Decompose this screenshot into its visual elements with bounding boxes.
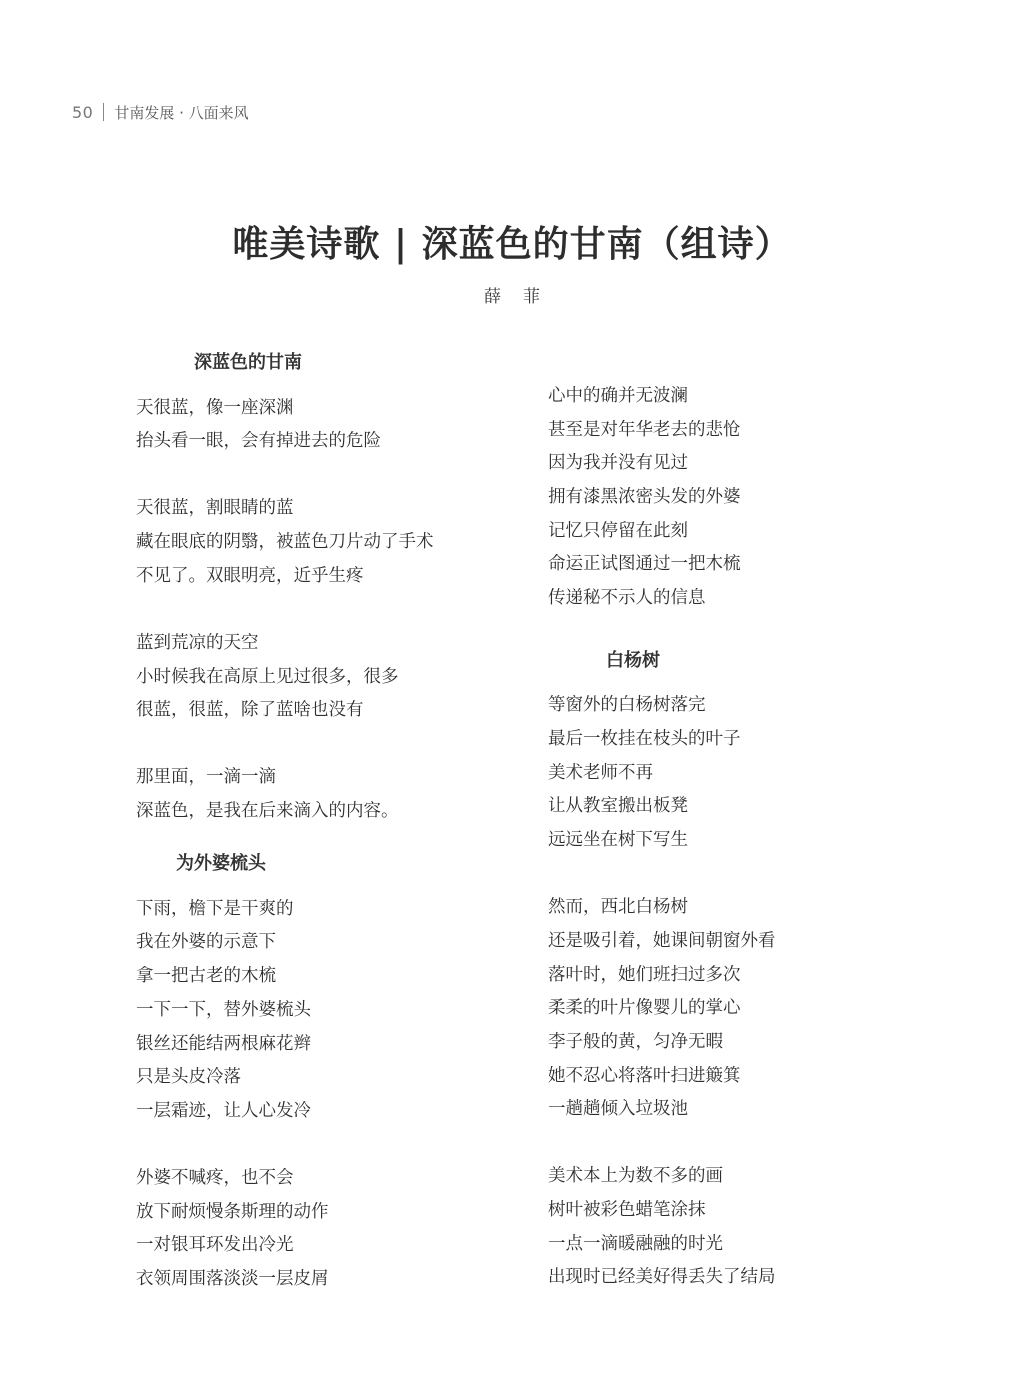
section-label: 甘南发展 · 八面来风: [114, 103, 249, 122]
poem-line: 小时候我在高原上见过很多，很多: [136, 667, 399, 687]
poem-line: 记忆只停留在此刻: [548, 521, 688, 541]
poem-heading-deep-blue: 深蓝色的甘南: [194, 352, 302, 373]
poem-line: 抬头看一眼，会有掉进去的危险: [136, 431, 381, 451]
poem-line: 一趟趟倾入垃圾池: [548, 1099, 688, 1119]
poem-line: 让从教室搬出板凳: [548, 796, 688, 816]
poem-line: 银丝还能结两根麻花辫: [136, 1034, 311, 1054]
page-number: 50: [72, 102, 94, 122]
poem-line: 柔柔的叶片像婴儿的掌心: [548, 998, 741, 1018]
poem-line: 最后一枚挂在枝头的叶子: [548, 729, 741, 749]
poem-line: 放下耐烦慢条斯理的动作: [136, 1202, 329, 1222]
header-divider: [103, 103, 104, 121]
poem-line: 落叶时，她们班扫过多次: [548, 965, 741, 985]
poem-heading-poplar: 白杨树: [606, 650, 660, 671]
poem-line: 天很蓝，割眼睛的蓝: [136, 498, 294, 518]
poem-line: 还是吸引着，她课间朝窗外看: [548, 931, 776, 951]
poem-line: 一点一滴暖融融的时光: [548, 1234, 723, 1254]
poem-line: 李子般的黄，匀净无暇: [548, 1032, 723, 1052]
left-column: [136, 0, 516, 1399]
poem-line: 因为我并没有见过: [548, 453, 688, 473]
poem-line: 出现时已经美好得丢失了结局: [548, 1267, 776, 1287]
poem-line: 深蓝色，是我在后来滴入的内容。: [136, 801, 399, 821]
poem-line: 蓝到荒凉的天空: [136, 633, 259, 653]
poem-line: 我在外婆的示意下: [136, 932, 276, 952]
poem-line: 等窗外的白杨树落完: [548, 695, 706, 715]
poem-line: 外婆不喊疼，也不会: [136, 1168, 294, 1188]
poem-line: 天很蓝，像一座深渊: [136, 398, 294, 418]
right-column: [548, 0, 928, 1399]
poem-line: 下雨，檐下是干爽的: [136, 899, 294, 919]
article-author: 薛菲: [484, 287, 562, 307]
poem-line: 一层霜迹，让人心发冷: [136, 1101, 311, 1121]
poem-line: 甚至是对年华老去的悲怆: [548, 420, 741, 440]
poem-line: 心中的确并无波澜: [548, 386, 688, 406]
poem-heading-grandma: 为外婆梳头: [176, 853, 266, 874]
poem-line: 一对银耳环发出冷光: [136, 1235, 294, 1255]
poem-line: 一下一下，替外婆梳头: [136, 1000, 311, 1020]
poem-line: 拥有漆黑浓密头发的外婆: [548, 487, 741, 507]
poem-line: 衣领周围落淡淡一层皮屑: [136, 1269, 329, 1289]
poem-line: 她不忍心将落叶扫进簸箕: [548, 1066, 741, 1086]
article-title: 唯美诗歌 | 深蓝色的甘南（组诗）: [232, 223, 792, 265]
poem-line: 藏在眼底的阴翳，被蓝色刀片动了手术: [136, 532, 434, 552]
poem-line: 很蓝，很蓝，除了蓝啥也没有: [136, 700, 364, 720]
poem-line: 美术本上为数不多的画: [548, 1166, 723, 1186]
poem-line: 命运正试图通过一把木梳: [548, 554, 741, 574]
poem-line: 树叶被彩色蜡笔涂抹: [548, 1200, 706, 1220]
poem-line: 远远坐在树下写生: [548, 830, 688, 850]
poem-line: 美术老师不再: [548, 763, 653, 783]
poem-line: 然而，西北白杨树: [548, 897, 688, 917]
poem-line: 传递秘不示人的信息: [548, 588, 706, 608]
poem-line: 那里面，一滴一滴: [136, 767, 276, 787]
poem-line: 只是头皮冷落: [136, 1067, 241, 1087]
poem-line: 拿一把古老的木梳: [136, 966, 276, 986]
poem-line: 不见了。双眼明亮，近乎生疼: [136, 566, 364, 586]
